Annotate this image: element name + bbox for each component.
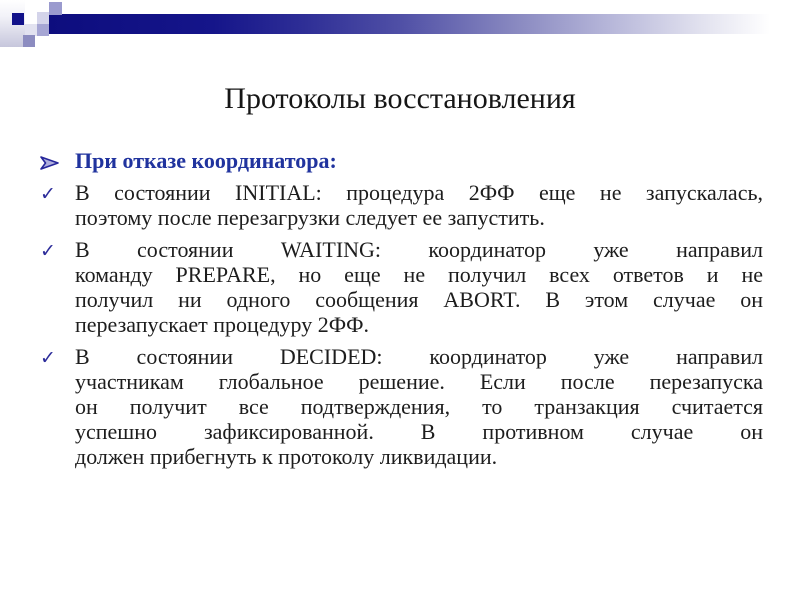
list-item [40,237,763,337]
text-line: получил ни одного сообщения ABORT. В этом случае он [75,287,763,312]
text-line: успешно зафиксированной. В противном случае он [75,419,763,444]
check-bullet-icon: ✓ [40,183,56,205]
text-line: При отказе координатора: [75,148,337,173]
arrow-bullet-icon [40,148,75,173]
item-text [75,237,763,337]
list-item [40,344,763,469]
text-line: должен прибегнуть к протоколу ликвидации. [75,444,498,469]
text-line: перезапускает процедуру 2ФФ. [75,312,369,337]
text-line: команду PREPARE, но еще не получил всех ответов и не [75,262,763,287]
text-line: В состоянии WAITING: координатор уже направил [75,237,763,262]
header-gradient-bar [48,14,800,34]
list-item [40,180,763,230]
ornament-square [49,2,62,15]
check-bullet-icon: ✓ [40,347,56,369]
ornament-square [23,35,35,47]
slide-title: Протоколы восстановления [224,82,576,115]
item-text [75,148,763,173]
check-bullet-icon: ✓ [40,240,56,262]
item-text [75,180,763,230]
text-line: В состоянии DECIDED: координатор уже направил [75,344,763,369]
list-item [40,148,763,173]
text-line: он получит все подтверждения, то транзакция считается [75,394,763,419]
text-line: поэтому после перезагрузки следует ее запустить. [75,205,545,230]
ornament-square [37,24,49,36]
text-line: В состоянии INITIAL: процедура 2ФФ еще не запускалась, [75,180,763,205]
slide-body [40,148,763,476]
ornament-square [37,12,49,24]
text-line: участникам глобальное решение. Если после перезапуска [75,369,763,394]
item-text [75,344,763,469]
ornament-square [12,13,24,25]
